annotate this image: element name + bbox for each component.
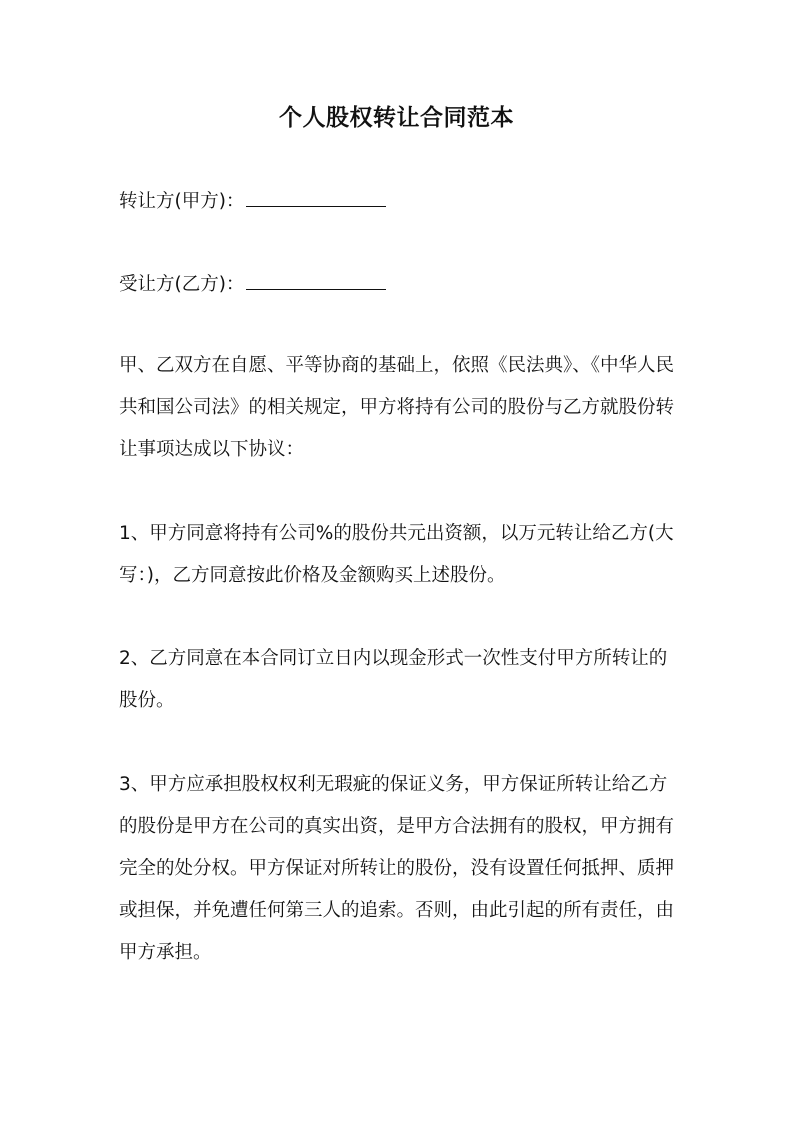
- intro-paragraph: 甲、乙双方在自愿、平等协商的基础上，依照《民法典》、《中华人民共和国公司法》的相关规定，甲方将持有公司的股份与乙方就股份转让事项达成以下协议：: [119, 355, 675, 460]
- party-b-label: 受让方(乙方)：: [119, 274, 245, 295]
- clause-2: 2、乙方同意在本合同订立日内以现金形式一次性支付甲方所转让的股份。: [119, 648, 668, 711]
- party-a-line: [119, 181, 386, 223]
- document-title: 个人股权转让合同范本: [279, 105, 514, 131]
- party-b-line: [119, 264, 386, 306]
- party-b-blank: [246, 265, 386, 290]
- party-a-label: 转让方(甲方)：: [119, 191, 245, 212]
- clause-1: 1、甲方同意将持有公司%的股份共元出资额，以万元转让给乙方(大写：)，乙方同意按此价格及金额购买上述股份。: [119, 523, 674, 586]
- clause-3: 3、甲方应承担股权权利无瑕疵的保证义务，甲方保证所转让给乙方的股份是甲方在公司的真实出资，是甲方合法拥有的股权，甲方拥有完全的处分权。甲方保证对所转让的股份，没有设置任何抵押、质押或担保，并免遭任何第三人的追索。否则，由此引起的所有责任，由甲方承担。: [119, 774, 675, 963]
- party-a-blank: [246, 182, 386, 207]
